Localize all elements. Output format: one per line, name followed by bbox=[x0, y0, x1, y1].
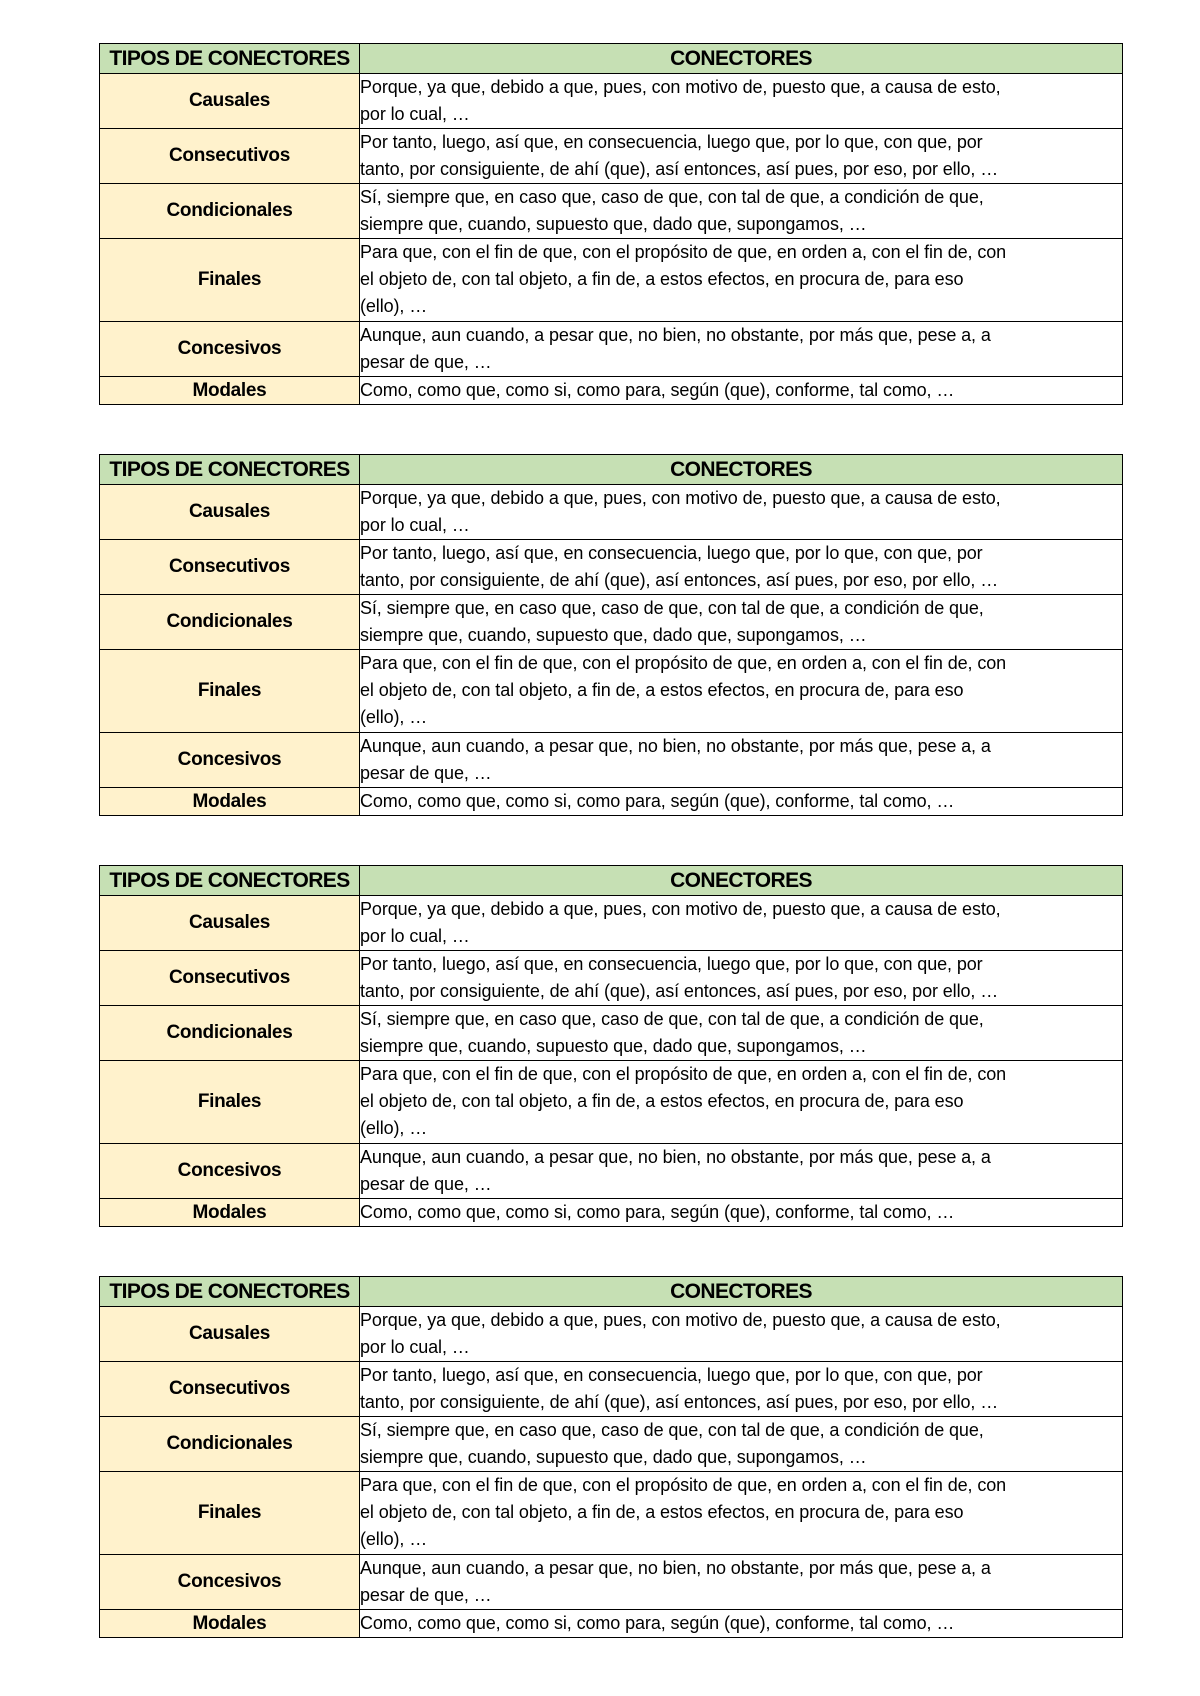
connectors-cell: Como, como que, como si, como para, según (que), conforme, tal como, … bbox=[360, 377, 1123, 405]
table-row-modales bbox=[100, 788, 1123, 816]
connectors-cell: Sí, siempre que, en caso que, caso de que, con tal de que, a condición de que, siempre que, cuando, supuesto que, dado que, supongamos, … bbox=[360, 1006, 1123, 1061]
type-cell: Causales bbox=[100, 485, 360, 540]
type-cell: Modales bbox=[100, 1610, 360, 1638]
type-cell: Finales bbox=[100, 1061, 360, 1144]
table-row-concesivos bbox=[100, 1144, 1123, 1199]
connectors-cell: Por tanto, luego, así que, en consecuencia, luego que, por lo que, con que, por tanto, por consiguiente, de ahí (que), así entonces, así pues, por eso, por ello, … bbox=[360, 540, 1123, 595]
type-cell: Condicionales bbox=[100, 595, 360, 650]
type-cell: Finales bbox=[100, 1472, 360, 1555]
table-row-causales bbox=[100, 1307, 1123, 1362]
table-row-finales bbox=[100, 650, 1123, 733]
type-cell: Condicionales bbox=[100, 1417, 360, 1472]
header-connectors: CONECTORES bbox=[360, 1277, 1123, 1307]
header-types: TIPOS DE CONECTORES bbox=[100, 1277, 360, 1307]
connectors-cell: Aunque, aun cuando, a pesar que, no bien, no obstante, por más que, pese a, a pesar de que, … bbox=[360, 733, 1123, 788]
table-row-causales bbox=[100, 485, 1123, 540]
table-row-consecutivos bbox=[100, 540, 1123, 595]
table-header-row bbox=[100, 455, 1123, 485]
type-cell: Modales bbox=[100, 377, 360, 405]
table-row-concesivos bbox=[100, 322, 1123, 377]
type-cell: Condicionales bbox=[100, 184, 360, 239]
type-cell: Modales bbox=[100, 788, 360, 816]
table-header-row bbox=[100, 866, 1123, 896]
type-cell: Concesivos bbox=[100, 733, 360, 788]
type-cell: Causales bbox=[100, 74, 360, 129]
header-types: TIPOS DE CONECTORES bbox=[100, 455, 360, 485]
type-cell: Concesivos bbox=[100, 1144, 360, 1199]
connectors-cell: Como, como que, como si, como para, según (que), conforme, tal como, … bbox=[360, 788, 1123, 816]
connectors-cell: Como, como que, como si, como para, según (que), conforme, tal como, … bbox=[360, 1610, 1123, 1638]
connectors-cell: Por tanto, luego, así que, en consecuencia, luego que, por lo que, con que, por tanto, por consiguiente, de ahí (que), así entonces, así pues, por eso, por ello, … bbox=[360, 129, 1123, 184]
connectors-cell: Sí, siempre que, en caso que, caso de que, con tal de que, a condición de que, siempre que, cuando, supuesto que, dado que, supongamos, … bbox=[360, 1417, 1123, 1472]
type-cell: Condicionales bbox=[100, 1006, 360, 1061]
table-row-causales bbox=[100, 896, 1123, 951]
header-connectors: CONECTORES bbox=[360, 866, 1123, 896]
table-row-modales bbox=[100, 1610, 1123, 1638]
table-row-concesivos bbox=[100, 733, 1123, 788]
type-cell: Consecutivos bbox=[100, 129, 360, 184]
connectors-cell: Por tanto, luego, así que, en consecuencia, luego que, por lo que, con que, por tanto, por consiguiente, de ahí (que), así entonces, así pues, por eso, por ello, … bbox=[360, 1362, 1123, 1417]
connectors-cell: Para que, con el fin de que, con el propósito de que, en orden a, con el fin de, con el objeto de, con tal objeto, a fin de, a estos efectos, en procura de, para eso (ello), … bbox=[360, 1472, 1123, 1555]
connectors-cell: Porque, ya que, debido a que, pues, con motivo de, puesto que, a causa de esto, por lo cual, … bbox=[360, 896, 1123, 951]
connectors-table-1 bbox=[99, 43, 1123, 405]
table-row-condicionales bbox=[100, 184, 1123, 239]
table-row-concesivos bbox=[100, 1555, 1123, 1610]
connectors-cell: Sí, siempre que, en caso que, caso de que, con tal de que, a condición de que, siempre que, cuando, supuesto que, dado que, supongamos, … bbox=[360, 595, 1123, 650]
connectors-table-4 bbox=[99, 1276, 1123, 1638]
table-row-finales bbox=[100, 239, 1123, 322]
table-header-row bbox=[100, 1277, 1123, 1307]
type-cell: Causales bbox=[100, 896, 360, 951]
type-cell: Consecutivos bbox=[100, 1362, 360, 1417]
table-row-condicionales bbox=[100, 1417, 1123, 1472]
type-cell: Consecutivos bbox=[100, 540, 360, 595]
type-cell: Finales bbox=[100, 650, 360, 733]
header-types: TIPOS DE CONECTORES bbox=[100, 44, 360, 74]
table-row-consecutivos bbox=[100, 129, 1123, 184]
table-row-finales bbox=[100, 1061, 1123, 1144]
type-cell: Concesivos bbox=[100, 322, 360, 377]
type-cell: Modales bbox=[100, 1199, 360, 1227]
table-row-consecutivos bbox=[100, 951, 1123, 1006]
type-cell: Consecutivos bbox=[100, 951, 360, 1006]
table-row-condicionales bbox=[100, 595, 1123, 650]
connectors-cell: Aunque, aun cuando, a pesar que, no bien, no obstante, por más que, pese a, a pesar de que, … bbox=[360, 1144, 1123, 1199]
connectors-cell: Aunque, aun cuando, a pesar que, no bien, no obstante, por más que, pese a, a pesar de que, … bbox=[360, 1555, 1123, 1610]
header-types: TIPOS DE CONECTORES bbox=[100, 866, 360, 896]
table-header-row bbox=[100, 44, 1123, 74]
table-row-condicionales bbox=[100, 1006, 1123, 1061]
connectors-table-3 bbox=[99, 865, 1123, 1227]
header-connectors: CONECTORES bbox=[360, 455, 1123, 485]
connectors-table-2 bbox=[99, 454, 1123, 816]
connectors-cell: Por tanto, luego, así que, en consecuencia, luego que, por lo que, con que, por tanto, por consiguiente, de ahí (que), así entonces, así pues, por eso, por ello, … bbox=[360, 951, 1123, 1006]
connectors-cell: Porque, ya que, debido a que, pues, con motivo de, puesto que, a causa de esto, por lo cual, … bbox=[360, 74, 1123, 129]
connectors-cell: Aunque, aun cuando, a pesar que, no bien, no obstante, por más que, pese a, a pesar de que, … bbox=[360, 322, 1123, 377]
table-row-finales bbox=[100, 1472, 1123, 1555]
connectors-cell: Como, como que, como si, como para, según (que), conforme, tal como, … bbox=[360, 1199, 1123, 1227]
connectors-cell: Sí, siempre que, en caso que, caso de que, con tal de que, a condición de que, siempre que, cuando, supuesto que, dado que, supongamos, … bbox=[360, 184, 1123, 239]
connectors-cell: Para que, con el fin de que, con el propósito de que, en orden a, con el fin de, con el objeto de, con tal objeto, a fin de, a estos efectos, en procura de, para eso (ello), … bbox=[360, 650, 1123, 733]
table-row-modales bbox=[100, 1199, 1123, 1227]
connectors-cell: Porque, ya que, debido a que, pues, con motivo de, puesto que, a causa de esto, por lo cual, … bbox=[360, 1307, 1123, 1362]
connectors-cell: Para que, con el fin de que, con el propósito de que, en orden a, con el fin de, con el objeto de, con tal objeto, a fin de, a estos efectos, en procura de, para eso (ello), … bbox=[360, 239, 1123, 322]
type-cell: Causales bbox=[100, 1307, 360, 1362]
connectors-cell: Porque, ya que, debido a que, pues, con motivo de, puesto que, a causa de esto, por lo cual, … bbox=[360, 485, 1123, 540]
table-row-modales bbox=[100, 377, 1123, 405]
table-row-consecutivos bbox=[100, 1362, 1123, 1417]
table-row-causales bbox=[100, 74, 1123, 129]
header-connectors: CONECTORES bbox=[360, 44, 1123, 74]
type-cell: Concesivos bbox=[100, 1555, 360, 1610]
connectors-cell: Para que, con el fin de que, con el propósito de que, en orden a, con el fin de, con el objeto de, con tal objeto, a fin de, a estos efectos, en procura de, para eso (ello), … bbox=[360, 1061, 1123, 1144]
type-cell: Finales bbox=[100, 239, 360, 322]
